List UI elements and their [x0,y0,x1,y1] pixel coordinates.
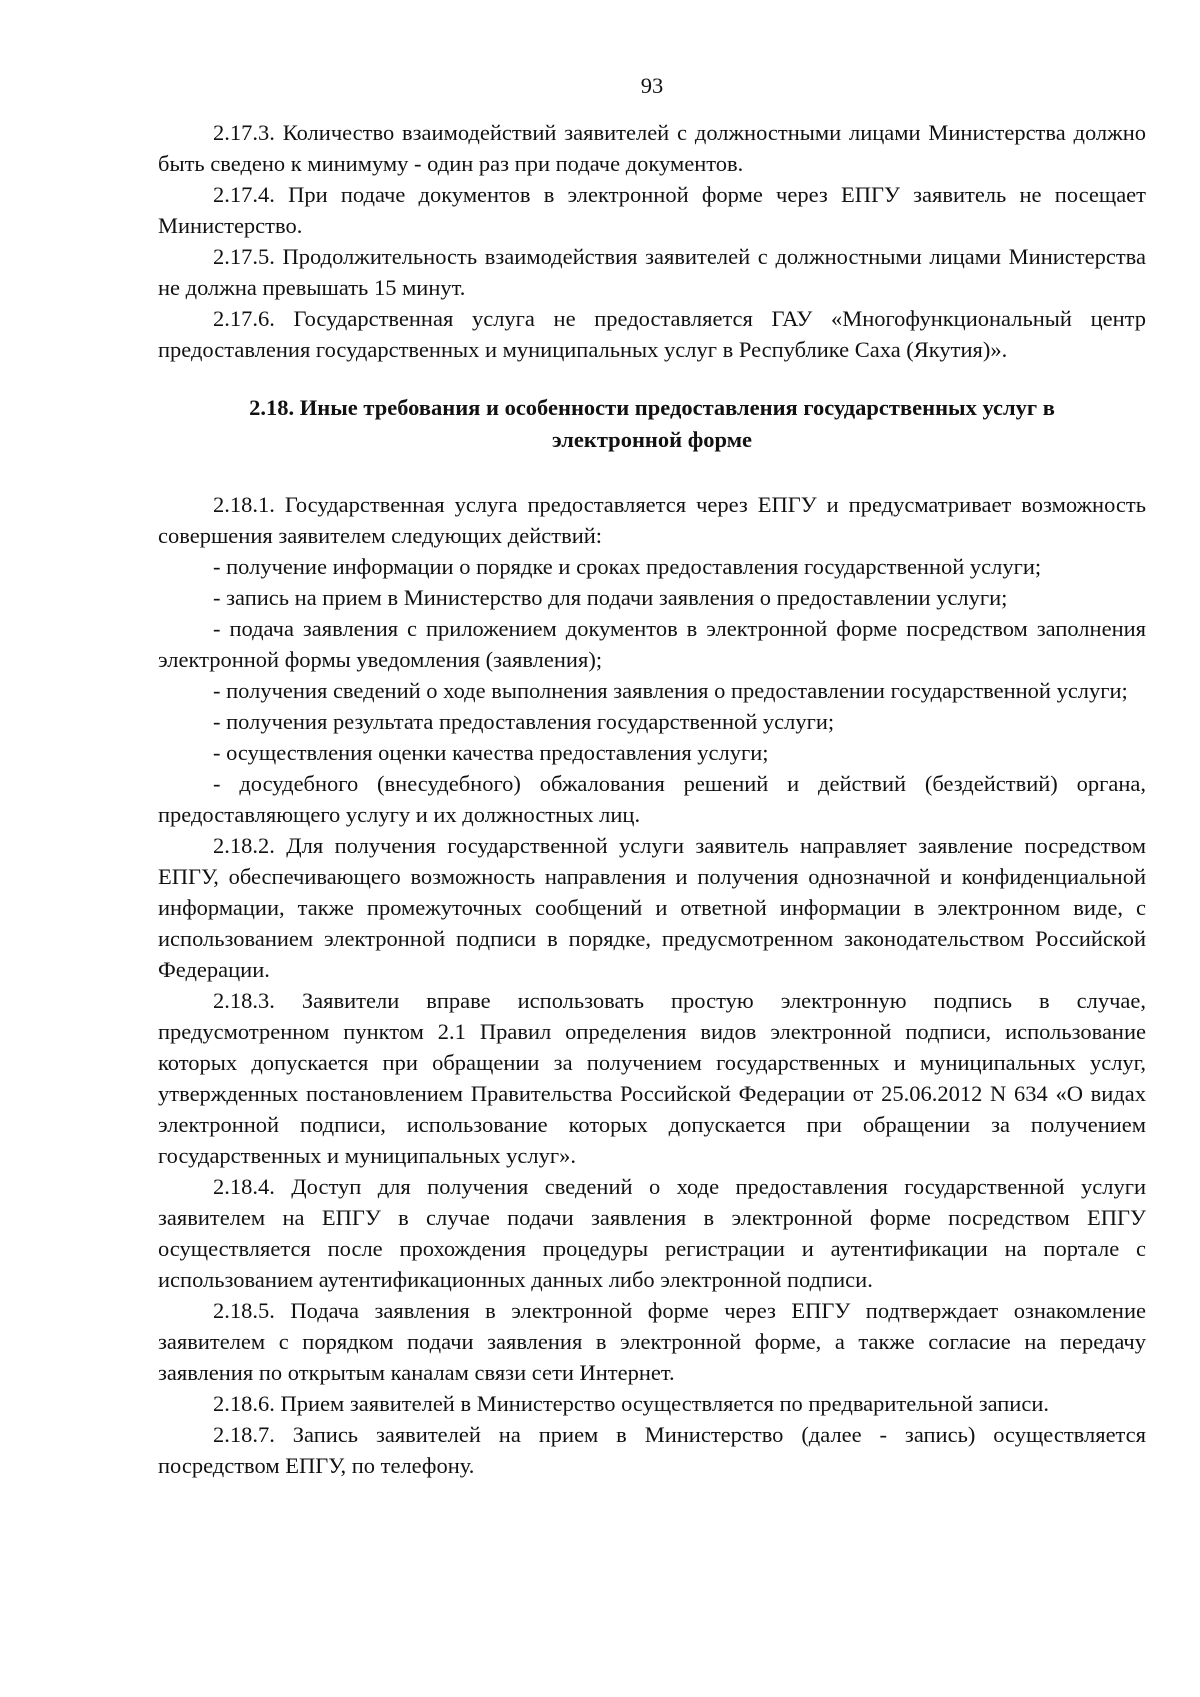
paragraph-2-18-3: 2.18.3. Заявители вправе использовать простую электронную подпись в случае, предусмотренном пунктом 2.1 Правил определения видов электронной подписи, использование которых допускается при обращении за получением государственных и муниципальных услуг, утвержденных постановлением Правительства Российской Федерации от 25.06.2012 N 634 «О видах электронной подписи, использование которых допускается при обращении за получением государственных и муниципальных услуг». [158,988,1146,1168]
list-item: - запись на прием в Министерство для подачи заявления о предоставлении услуги; [213,585,1008,610]
list-item: - получения сведений о ходе выполнения заявления о предоставлении государственной услуги; [213,678,1128,703]
paragraph-2-18-5: 2.18.5. Подача заявления в электронной форме через ЕПГУ подтверждает ознакомление заявителем с порядком подачи заявления в электронной форме, а также согласие на передачу заявления по открытым каналам связи сети Интернет. [158,1298,1146,1385]
paragraph-2-18-6: 2.18.6. Прием заявителей в Министерство осуществляется по предварительной записи. [213,1391,1050,1416]
paragraph-2-17-4: 2.17.4. При подаче документов в электронной форме через ЕПГУ заявитель не посещает Министерство. [158,182,1146,238]
paragraph-2-18-1: 2.18.1. Государственная услуга предоставляется через ЕПГУ и предусматривает возможность совершения заявителем следующих действий: [158,492,1146,548]
list-item: - осуществления оценки качества предоставления услуги; [213,740,769,765]
document-page [158,70,1146,1481]
paragraph-2-17-5: 2.17.5. Продолжительность взаимодействия заявителей с должностными лицами Министерства не должна превышать 15 минут. [158,244,1146,300]
paragraph-2-17-6: 2.17.6. Государственная услуга не предоставляется ГАУ «Многофункциональный центр предоставления государственных и муниципальных услуг в Республике Саха (Якутия)». [158,306,1146,362]
paragraph-2-17-3: 2.17.3. Количество взаимодействий заявителей с должностными лицами Министерства должно быть сведено к минимуму - один раз при подаче документов. [158,120,1146,176]
page-number: 93 [640,73,664,98]
section-2-18 [158,489,1146,1481]
paragraph-2-18-7: 2.18.7. Запись заявителей на прием в Министерство (далее - запись) осуществляется посредством ЕПГУ, по телефону. [158,1422,1146,1478]
paragraph-2-18-4: 2.18.4. Доступ для получения сведений о ходе предоставления государственной услуги заявителем на ЕПГУ в случае подачи заявления в электронной форме посредством ЕПГУ осуществляется после прохождения процедуры регистрации и аутентификации на портале с использованием аутентификационных данных либо электронной подписи. [158,1174,1146,1292]
section-2-17 [158,117,1146,365]
paragraph-2-18-2: 2.18.2. Для получения государственной услуги заявитель направляет заявление посредством ЕПГУ, обеспечивающего возможность направления и получения однозначной и конфиденциальной информации, также промежуточных сообщений и ответной информации в электронном виде, с использованием электронной подписи в порядке, предусмотренном законодательством Российской Федерации. [158,833,1146,982]
list-item: - подача заявления с приложением документов в электронной форме посредством заполнения электронной формы уведомления (заявления); [158,616,1146,672]
list-item: - получение информации о порядке и сроках предоставления государственной услуги; [213,554,1042,579]
list-item: - досудебного (внесудебного) обжалования решений и действий (бездействий) органа, предоставляющего услугу и их должностных лиц. [158,771,1146,827]
section-heading-2-18: 2.18. Иные требования и особенности предоставления государственных услуг в электронной форме [249,395,1055,452]
list-item: - получения результата предоставления государственной услуги; [213,709,835,734]
